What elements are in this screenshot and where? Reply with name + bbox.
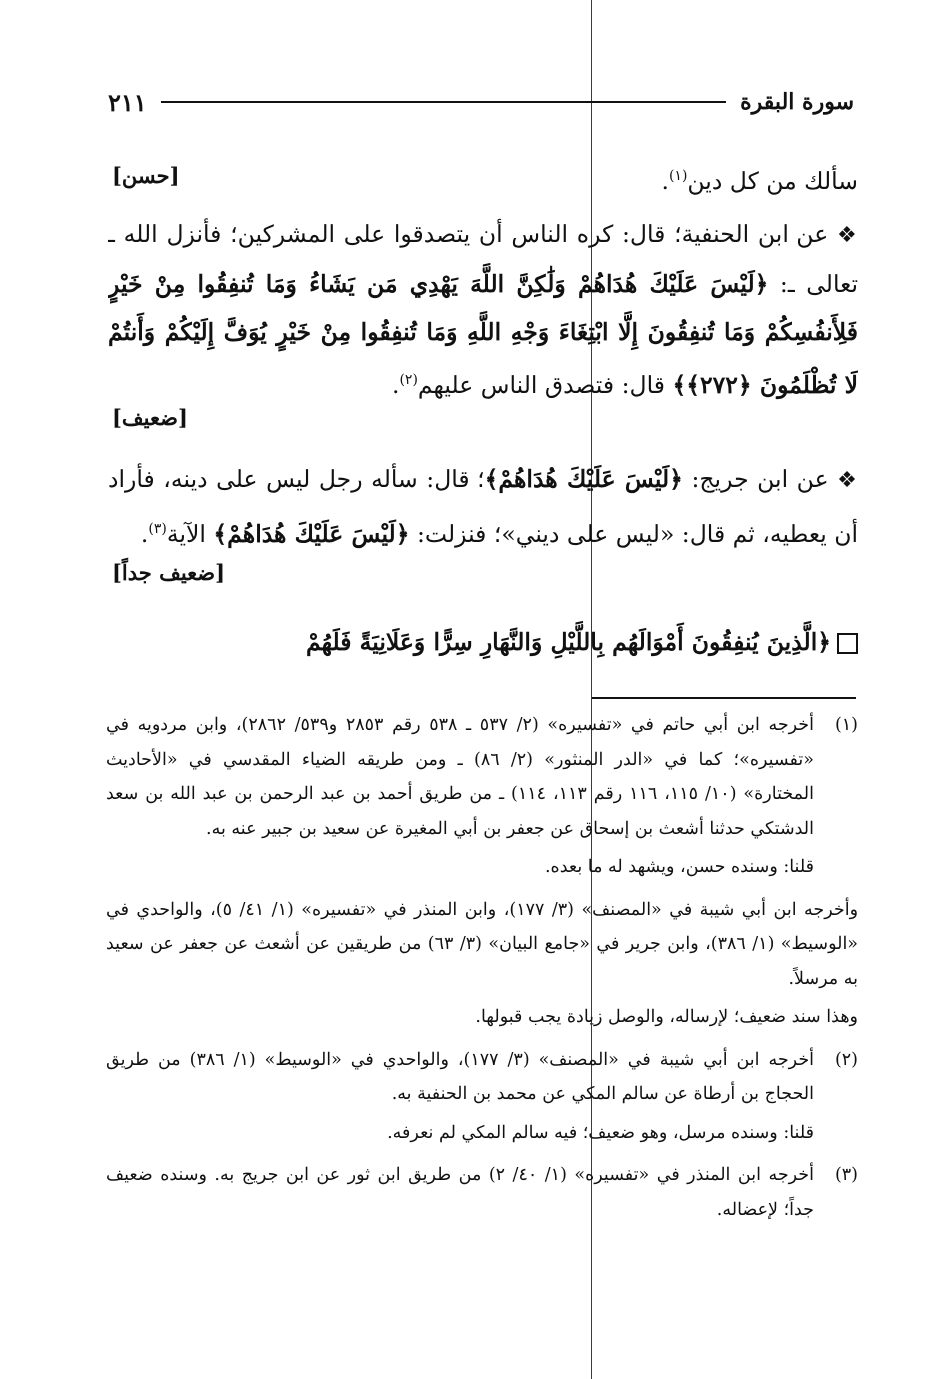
paragraph-2 [108,210,858,450]
paragraph-2-text-a: عن ابن الحنفية؛ قال: كره الناس أن يتصدقوا على المشركين؛ فأنزل الله ـ تعالى ـ: [108,220,858,298]
quran-quote-1: ﴿لَيْسَ عَلَيْكَ هُدَاهُمْ﴾ [484,465,683,493]
header-rule [161,101,726,103]
footnote-2 [106,1043,858,1155]
surah-title: سورة البقرة [740,89,854,115]
verse-heading-text: ﴿الَّذِينَ يُنفِقُونَ أَمْوَالَهُم بِاللَّيْلِ وَالنَّهَارِ سِرًّا وَعَلَانِيَةً فَلَهُمْ [305,628,831,656]
footnote-ref-3: (٣) [148,521,167,537]
bullet-icon: ❖ [837,468,858,493]
footnote-paragraph: أخرجه ابن المنذر في «تفسيره» (١/ ٤٠/ ٢) من طريق ابن ثور عن ابن جريج به. وسنده ضعيف جداً؛ لإعضاله. [106,1165,814,1220]
footnote-mark: (١) [834,715,858,735]
page-number: ٢١١ [108,87,147,117]
paragraph-3-end: . [140,519,149,548]
footnote-separator [592,697,856,699]
footnote-mark: (٢) [834,1049,858,1070]
paragraph-1-text: سألك من كل دين [687,166,858,195]
square-marker-icon [837,633,858,654]
footnote-3 [106,1158,858,1231]
footnotes [106,708,858,1235]
footnote-1 [106,708,858,889]
grade-label-1: [حسن] [112,163,180,188]
footnote-ref-1: (١) [668,168,688,184]
paragraph-3-text-c: الآية [166,519,214,548]
footnote-1-continued [106,893,858,1039]
footnote-paragraph: قلنا: وسنده مرسل، وهو ضعيف؛ فيه سالم المكي لم نعرفه. [387,1122,814,1143]
paragraph-1-end: . [661,166,669,195]
paragraph-3-text-a: عن ابن جريج: [682,465,829,493]
quran-quote-2: ﴿لَيْسَ عَلَيْكَ هُدَاهُمْ﴾ [213,519,410,548]
paragraph-1 [108,152,858,205]
verse-heading [108,618,858,666]
footnote-paragraph: وأخرجه ابن أبي شيبة في «المصنف» (٣/ ١٧٧)، وابن المنذر في «تفسيره» (١/ ٤١/ ٥)، والواحدي في «الوسيط» (١/ ٣٨٦)، وابن جرير في «جامع البيان» (٣/ ٦٣) من طريقين عن أشعث عن جعفر عن سعيد به مرسلاً. [106,899,859,989]
footnote-paragraph: أخرجه ابن أبي شيبة في «المصنف» (٣/ ١٧٧)، والواحدي في «الوسيط» (١/ ٣٨٦) من طريق الحجاج بن أرطاة عن سالم المكي عن محمد بن الحنفية به. [106,1049,815,1104]
paragraph-2-text-b: قال: فتصدق الناس عليهم [417,370,673,399]
paragraph-3-text-b: ؛ قال: سأله رجل ليس على دينه، فأراد أن يعطيه، ثم قال: «ليس على ديني»؛ فنزلت: [108,465,858,548]
running-header [108,84,854,120]
grade-label-2: [ضعيف] [112,405,188,430]
grade-label-3: [ضعيف جداً] [112,560,226,585]
footnote-mark: (٣) [834,1165,858,1185]
footnote-paragraph: أخرجه ابن أبي حاتم في «تفسيره» (٢/ ٥٣٧ ـ ٥٣٨ رقم ٢٨٥٣ و٥٣٩/ ٢٨٦٢)، وابن مردويه في «تفسيره»؛ كما في «الدر المنثور» (٢/ ٨٦) ـ ومن طريقه الضياء المقدسي في «الأحاديث المختارة» (١٠/ ١١٥، ١١٦ رقم ١١٣، ١١٤) ـ من طريق أحمد بن عبد الرحمن بن عبد الله بن سعد الدشتكي حدثنا أشعث بن إسحاق عن جعفر بن أبي المغيرة عن سعيد بن جبير عنه به. [106,715,814,839]
paragraph-2-end: . [391,370,400,399]
footnote-ref-2: (٢) [399,372,418,388]
footnote-paragraph: قلنا: وسنده حسن، ويشهد له ما بعده. [544,857,814,877]
quran-verse-272: ﴿لَيْسَ عَلَيْكَ هُدَاهُمْ وَلَٰكِنَّ اللَّهَ يَهْدِي مَن يَشَاءُ وَمَا تُنفِقُوا مِنْ خَيْرٍ فَلِأَنفُسِكُمْ وَمَا تُنفِقُونَ إِلَّا ابْتِغَاءَ وَجْهِ اللَّهِ وَمَا تُنفِقُوا مِنْ خَيْرٍ يُوَفَّ إِلَيْكُمْ وَأَنتُمْ لَا تُظْلَمُونَ ﴿٢٧٢﴾﴾ [108,270,858,399]
footnote-paragraph: وهذا سند ضعيف؛ لإرساله، والوصل زيادة يجب قبولها. [475,1007,858,1027]
bullet-icon: ❖ [836,223,858,248]
